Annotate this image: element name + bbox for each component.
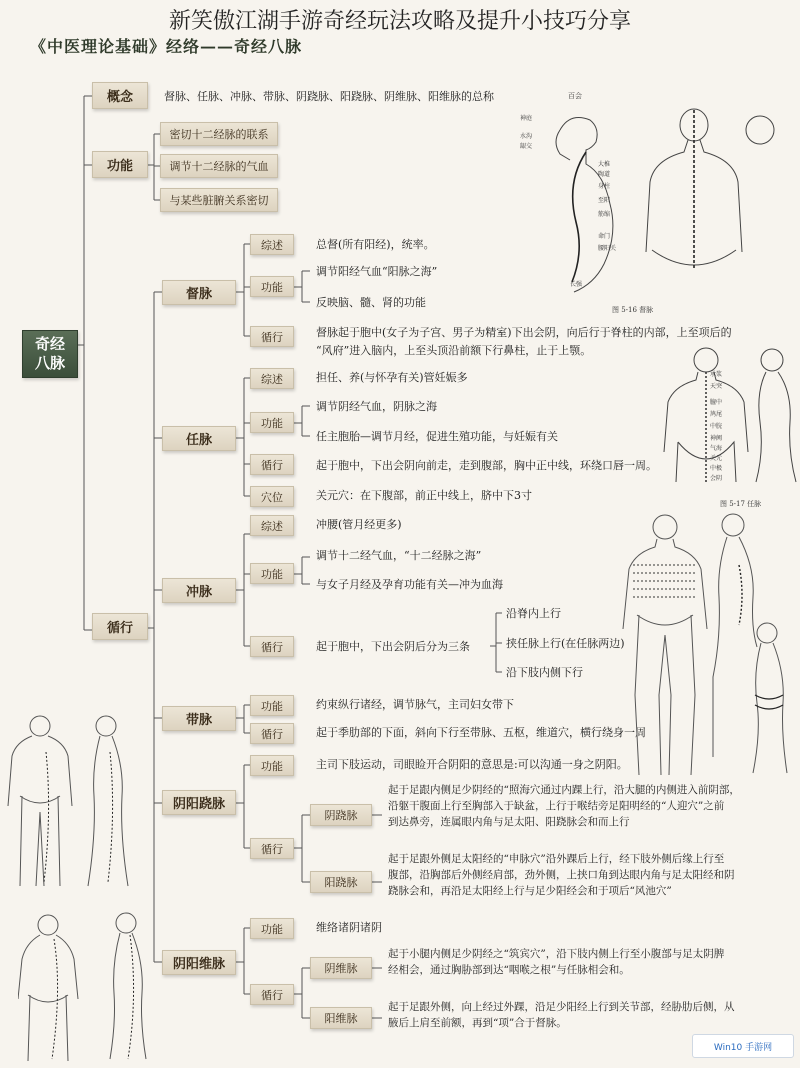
ren-point-label: 穴位 — [250, 486, 294, 507]
yin-qiao-text — [388, 782, 798, 830]
yang-qiao-text — [388, 851, 798, 899]
dai-route-label: 循行 — [250, 723, 294, 744]
chong-function-label: 功能 — [250, 563, 294, 584]
chong-summary: 冲腰(管月经更多) — [316, 518, 402, 531]
chong-branch-2: 挟任脉上行(在任脉两边) — [506, 637, 625, 650]
du-point-labels — [520, 114, 616, 288]
ren-summary: 担任、养(与怀孕有关)管妊娠多 — [316, 371, 468, 384]
function-item-3: 与某些脏腑关系密切 — [160, 188, 278, 212]
dai-function: 约束纵行诸经，调节脉气，主司妇女带下 — [316, 698, 514, 711]
ren-node: 任脉 — [162, 426, 236, 451]
ren-summary-label: 综述 — [250, 368, 294, 389]
wei-route-label: 循行 — [250, 984, 294, 1005]
chong-route-label: 循行 — [250, 636, 294, 657]
side-face-outline — [556, 130, 570, 160]
yang-qiao-line-1: 起于足跟外侧足太阳经的“申脉穴”沿外踝后上行，经下肢外侧后缘上行至 — [388, 853, 725, 865]
side-body-outline — [560, 118, 613, 292]
function-item-1: 密切十二经脉的联系 — [160, 122, 278, 146]
ren-point-labels — [710, 370, 722, 482]
qiao-node: 阴阳跷脉 — [162, 790, 236, 815]
fig-ren-caption: 图 5-17 任脉 — [720, 500, 762, 508]
chong-side-line — [739, 565, 742, 625]
wei-front-line — [52, 939, 58, 1059]
du-point-5: 身柱 — [598, 183, 611, 190]
du-point-6: 至阳 — [598, 197, 611, 204]
du-summary-label: 综述 — [250, 234, 294, 255]
ren-function-label: 功能 — [250, 412, 294, 433]
root-line-1: 奇经 — [34, 335, 65, 353]
qiao-side-body — [88, 736, 128, 886]
du-function-2: 反映脑、髓、肾的功能 — [316, 296, 426, 309]
head-top-view — [746, 116, 774, 144]
watermark-badge: Win10 手游网 — [692, 1034, 794, 1058]
ren-point-9: 会阴 — [710, 475, 723, 482]
du-point-1: 水沟 — [520, 133, 533, 140]
yin-qiao-line-1: 起于足跟内侧足少阴经的“照海穴通过内踝上行，沿大腿的内侧进入前阴部， — [388, 784, 740, 796]
dai-function-label: 功能 — [250, 695, 294, 716]
fig-du-caption: 图 5-16 督脉 — [612, 306, 654, 314]
ren-point: 关元穴：在下腹部，前正中线上，脐中下3寸 — [316, 489, 532, 502]
diagram-subtitle: 《中医理论基础》经络——奇经八脉 — [30, 37, 303, 56]
ren-point-3: 鸠尾 — [710, 411, 723, 418]
wei-node: 阴阳维脉 — [162, 950, 236, 975]
du-function-label: 功能 — [250, 276, 294, 297]
ren-route-label: 循行 — [250, 454, 294, 475]
yang-qiao-node: 阳跷脉 — [310, 871, 372, 893]
chong-function-2: 与女子月经及孕育功能有关—冲为血海 — [316, 578, 503, 591]
du-point-9: 腰阳关 — [598, 245, 617, 252]
ren-point-5: 神阙 — [710, 435, 723, 442]
function-item-2: 调节十二经脉的气血 — [160, 154, 278, 178]
label-baihui: 百会 — [568, 92, 582, 100]
du-point-10: 长强 — [570, 281, 583, 288]
wei-function-label: 功能 — [250, 918, 294, 939]
wei-side-body — [110, 933, 146, 1059]
du-route-2: “风府”进入脑内，上至头顶沿前额下行鼻柱，止于上颚。 — [316, 344, 592, 357]
ren-meridian-figure — [660, 342, 800, 512]
yin-wei-text — [388, 946, 798, 978]
chong-function-1: 调节十二经气血，“十二经脉之海” — [316, 549, 482, 562]
dai-node: 带脉 — [162, 706, 236, 731]
du-spine-line — [572, 152, 586, 282]
root-node — [22, 330, 78, 378]
wei-side-head — [116, 913, 136, 933]
front-head — [694, 348, 718, 372]
chong-summary-label: 综述 — [250, 515, 294, 536]
qiao-front-body — [8, 736, 72, 886]
ren-point-1: 天突 — [710, 383, 723, 390]
yin-qiao-line-3: 到达鼻旁，连属眼内角与足太阳、阳跷脉会和而上行 — [388, 816, 630, 828]
yin-wei-line-2: 经相会，通过胸胁部到达“咽喉之根”与任脉相会和。 — [388, 964, 630, 976]
root-line-2: 八脉 — [34, 354, 65, 372]
qiao-side-line — [108, 752, 113, 882]
yang-qiao-line-2: 腹部，沿胸部后外侧经肩部，劲外侧，上挟口角到达眼内角与足太阳经和阴 — [388, 869, 735, 881]
ren-point-4: 中脘 — [710, 423, 723, 430]
du-point-0: 神庭 — [520, 115, 533, 122]
dai-head — [757, 623, 777, 643]
qiao-function-label: 功能 — [250, 755, 294, 776]
du-point-8: 命门 — [598, 233, 611, 240]
chong-node: 冲脉 — [162, 578, 236, 603]
du-route-label: 循行 — [250, 326, 294, 347]
yin-qiao-line-2: 沿躯干腹面上行至胸部入于缺盆，上行于喉结旁足阳明经的“人迎穴”之前 — [388, 800, 725, 812]
yang-wei-line-1: 起于足跟外侧，向上经过外踝，沿足少阳经上行到关节部，经胁肋后侧，从 — [388, 1001, 735, 1013]
dai-body — [753, 643, 787, 773]
chong-route: 起于胞中，下出会阴后分为三条 — [316, 640, 470, 653]
dai-belt-line — [755, 695, 783, 709]
course-node: 循行 — [92, 613, 148, 640]
qiao-function: 主司下肢运动，司眼睑开合阴阳的意思是:可以沟通一身之阴阳。 — [316, 758, 628, 771]
ren-point-7: 关元 — [710, 455, 723, 462]
ren-function-2: 任主胞胎—调节月经，促进生殖功能，与妊娠有关 — [316, 430, 558, 443]
concept-text: 督脉、任脉、冲脉、带脉、阴跷脉、阳跷脉、阴维脉、阳维脉的总称 — [164, 90, 494, 103]
chong-side-body — [713, 537, 757, 757]
du-point-3: 大椎 — [598, 161, 611, 168]
dai-route: 起于季肋部的下面，斜向下行至带脉、五枢，维道穴，横行绕身一周 — [316, 726, 646, 739]
qiao-front-line — [44, 752, 49, 882]
du-point-4: 陶道 — [598, 171, 611, 178]
function-node: 功能 — [92, 151, 148, 178]
du-node: 督脉 — [162, 280, 236, 305]
ren-point-8: 中极 — [710, 465, 723, 472]
yang-wei-node: 阳维脉 — [310, 1007, 372, 1029]
du-route-1: 督脉起于胞中(女子为子宫、男子为精室)下出会阴，向后行于脊柱的内部，上至项后的 — [316, 326, 732, 339]
ren-route: 起于胞中，下出会阴向前走，走到腹部，胸中正中线，环绕口唇一周。 — [316, 459, 657, 472]
du-summary: 总督(所有阳经)，统率。 — [316, 238, 435, 251]
wei-front-body — [18, 935, 78, 1061]
side-head — [761, 349, 783, 371]
side-body-outline-2 — [756, 372, 796, 482]
yang-qiao-line-3: 跷脉会和，再沿足太阳经上行与足少阳经会和于项后“风池穴” — [388, 885, 672, 897]
chong-branch-3: 沿下肢内侧下行 — [506, 666, 583, 679]
chong-meridian-figure — [615, 505, 800, 780]
yin-qiao-node: 阴跷脉 — [310, 804, 372, 826]
qiao-front-head — [30, 716, 50, 736]
chong-front-head — [653, 515, 677, 539]
concept-node: 概念 — [92, 82, 148, 109]
chong-branch-1: 沿脊内上行 — [506, 607, 561, 620]
ren-function-1: 调节阴经气血，阴脉之海 — [316, 400, 437, 413]
du-point-2: 龈交 — [520, 143, 533, 150]
qiao-route-label: 循行 — [250, 838, 294, 859]
wei-front-head — [38, 915, 58, 935]
yang-wei-line-2: 腋后上肩至前额，再到“项”合于督脉。 — [388, 1017, 567, 1029]
page-title: 新笑傲江湖手游奇经玩法攻略及提升小技巧分享 — [168, 9, 631, 34]
yin-wei-node: 阴维脉 — [310, 957, 372, 979]
wei-meridian-figure — [18, 905, 158, 1065]
qiao-meridian-figure — [6, 712, 136, 897]
chong-lines — [633, 565, 697, 597]
wei-function: 维络诸阴诸阴 — [316, 921, 382, 934]
du-meridian-figure — [520, 90, 800, 320]
yin-wei-line-1: 起于小腿内侧足少阴经之“筑宾穴”，沿下肢内侧上行至小腹部与足太阴脾 — [388, 948, 725, 960]
chong-side-head — [722, 514, 744, 536]
yang-wei-text — [388, 999, 798, 1031]
chong-front-body — [623, 539, 707, 775]
wei-side-line — [128, 935, 134, 1059]
ren-point-0: 承浆 — [710, 371, 723, 378]
ren-point-2: 膻中 — [710, 399, 723, 406]
qiao-side-head — [96, 716, 116, 736]
ren-point-6: 气海 — [710, 445, 723, 452]
du-point-7: 筋缩 — [598, 211, 611, 218]
du-function-1: 调节阳经气血“阳脉之海” — [316, 265, 438, 278]
